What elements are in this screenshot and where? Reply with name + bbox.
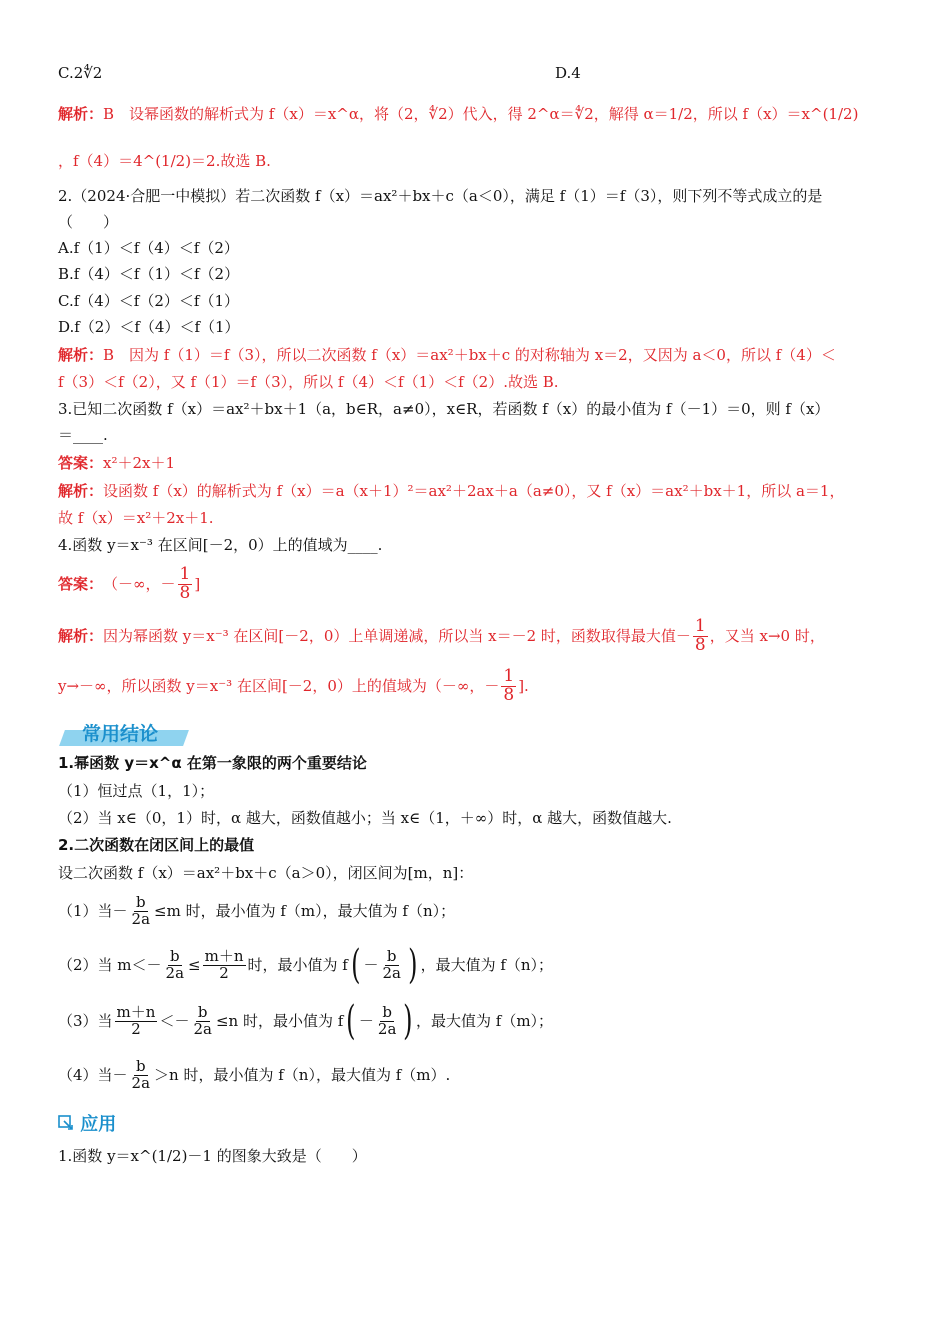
case-1-post: ≤m 时，最小值为 f（m），最大值为 f（n）； bbox=[154, 902, 456, 920]
q3-stem-line2: ＝____. bbox=[58, 426, 108, 444]
conclusions-tag-text: 常用结论 bbox=[82, 723, 159, 745]
q4-solution-line1a: 因为幂函数 y＝x⁻³ 在区间[－2，0）上单调递减，所以当 x＝－2 时，函数取得最大值－ bbox=[103, 627, 691, 645]
b-over-2a-fraction bbox=[130, 1056, 153, 1092]
fraction-numerator: 1 bbox=[179, 563, 191, 584]
q4-answer bbox=[58, 562, 890, 606]
q3-solution bbox=[58, 480, 890, 502]
q4-solution-cont bbox=[58, 664, 890, 708]
answer-label: 答案： bbox=[58, 454, 104, 472]
b-over-2a-fraction bbox=[376, 1002, 399, 1038]
answer-label: 答案： bbox=[58, 575, 104, 593]
q1-solution bbox=[58, 103, 890, 125]
q1-option-c: C.2∜2 bbox=[58, 64, 103, 82]
fraction-numerator: b bbox=[135, 1056, 146, 1075]
q4-answer-fraction bbox=[178, 563, 193, 603]
q2-option-d bbox=[58, 316, 890, 338]
conclusion-point-2-text: （2）当 x∈（0，1）时，α 越大，函数值越小；当 x∈（1，＋∞）时，α 越大，函数值越大. bbox=[58, 809, 672, 827]
q2-solution-line1: B 因为 f（1）＝f（3），所以二次函数 f（x）＝ax²＋bx＋c 的对称轴为 x＝2，又因为 a＜0，所以 f（4）＜ bbox=[103, 346, 836, 364]
conclusion-point-1 bbox=[58, 780, 890, 802]
fraction-denominator: 2a bbox=[382, 963, 401, 982]
fraction-denominator: 2 bbox=[131, 1019, 141, 1038]
q4-stem bbox=[58, 534, 890, 556]
case-4 bbox=[58, 1052, 890, 1098]
q3-solution-cont bbox=[58, 507, 890, 529]
q1-solution-text: B 设幂函数的解析式为 f（x）＝x^α，将（2，∜2）代入，得 2^α＝∜2，解得 α＝1/2，所以 f（x）＝x^(1/2) bbox=[103, 105, 859, 123]
m-plus-n-over-2-fraction bbox=[203, 946, 246, 982]
conclusion-heading-2 bbox=[58, 834, 890, 856]
q2-solution bbox=[58, 344, 890, 366]
conclusion-point-1-text: （1）恒过点（1，1）； bbox=[58, 782, 215, 800]
q3-stem-line1: 3.已知二次函数 f（x）＝ax²＋bx＋1（a，b∈R，a≠0），x∈R，若函数 f（x）的最小值为 f（－1）＝0，则 f（x） bbox=[58, 400, 830, 418]
q4-solution-fraction2 bbox=[501, 665, 516, 705]
q3-solution-line2: 故 f（x）＝x²＋2x＋1. bbox=[58, 509, 214, 527]
q2-option-a bbox=[58, 237, 890, 259]
fraction-denominator: 8 bbox=[503, 684, 515, 705]
q4-solution bbox=[58, 614, 890, 658]
fraction-denominator: 2 bbox=[219, 963, 229, 982]
q2-option-c-text: C.f（4）＜f（2）＜f（1） bbox=[58, 292, 239, 310]
conclusion-heading-1-text: 1.幂函数 y＝x^α 在第一象限的两个重要结论 bbox=[58, 754, 367, 772]
b-over-2a-fraction bbox=[130, 892, 153, 928]
q3-stem bbox=[58, 398, 890, 420]
q2-stem bbox=[58, 185, 890, 207]
case-2 bbox=[58, 940, 890, 990]
q4-stem-text: 4.函数 y＝x⁻³ 在区间[－2，0）上的值域为____. bbox=[58, 536, 383, 554]
case-3-min-text: ≤n 时，最小值为 f bbox=[215, 1012, 344, 1030]
q2-option-a-text: A.f（1）＜f（4）＜f（2） bbox=[58, 239, 239, 257]
conclusion-heading-2-text: 2.二次函数在闭区间上的最值 bbox=[58, 836, 255, 854]
application-icon bbox=[58, 1115, 74, 1131]
fraction-numerator: m＋n bbox=[116, 1002, 156, 1021]
b-over-2a-fraction bbox=[164, 946, 187, 982]
conclusion-intro-text: 设二次函数 f（x）＝ax²＋bx＋c（a＞0），闭区间为[m，n]： bbox=[58, 864, 474, 882]
solution-label: 解析： bbox=[58, 482, 104, 500]
q4-solution-line2a: y→－∞，所以函数 y＝x⁻³ 在区间[－2，0）上的值域为（－∞，－ bbox=[58, 677, 500, 695]
conclusion-intro bbox=[58, 862, 890, 884]
q4-solution-line1b: ，又当 x→0 时， bbox=[709, 627, 825, 645]
fraction-denominator: 2a bbox=[377, 1019, 397, 1038]
conclusion-heading-1 bbox=[58, 752, 890, 774]
left-paren: ( bbox=[350, 942, 361, 988]
q1-solution-cont bbox=[58, 150, 890, 172]
q2-option-d-text: D.f（2）＜f（4）＜f（1） bbox=[58, 318, 240, 336]
fraction-numerator: 1 bbox=[503, 665, 515, 686]
q4-solution-line2b: ]. bbox=[518, 677, 529, 695]
solution-label: 解析： bbox=[58, 346, 104, 364]
conclusion-point-2 bbox=[58, 807, 890, 829]
case-2-pre: （2）当 m＜－ bbox=[58, 956, 162, 974]
fraction-denominator: 2a bbox=[131, 909, 151, 928]
b-over-2a-fraction bbox=[191, 1002, 214, 1038]
case-4-post: ＞n 时，最小值为 f（n），最大值为 f（m）. bbox=[154, 1066, 451, 1084]
fraction-denominator: 2a bbox=[131, 1073, 151, 1092]
left-paren: ( bbox=[346, 998, 356, 1044]
case-4-pre: （4）当－ bbox=[58, 1066, 128, 1084]
q2-option-c bbox=[58, 290, 890, 312]
case-2-min-text: 时，最小值为 f bbox=[247, 956, 348, 974]
solution-label: 解析： bbox=[58, 627, 104, 645]
solution-label: 解析： bbox=[58, 105, 104, 123]
q1-option-d: D.4 bbox=[555, 64, 581, 82]
application-q1-text: 1.函数 y＝x^(1/2)－1 的图象大致是（ ） bbox=[58, 1147, 367, 1165]
fraction-numerator: b bbox=[169, 946, 180, 965]
case-2-mid: ≤ bbox=[188, 956, 201, 974]
q4-answer-pre: （－∞，－ bbox=[103, 575, 176, 593]
right-paren: ) bbox=[408, 942, 418, 988]
q2-option-b-text: B.f（4）＜f（1）＜f（2） bbox=[58, 265, 240, 283]
fraction-numerator: m＋n bbox=[204, 946, 244, 965]
fraction-numerator: b bbox=[382, 1002, 392, 1021]
application-q1 bbox=[58, 1145, 890, 1167]
q1-options bbox=[58, 62, 890, 84]
fraction-numerator: b bbox=[197, 1002, 208, 1021]
fraction-denominator: 8 bbox=[179, 582, 191, 603]
fraction-numerator: 1 bbox=[694, 615, 706, 636]
q4-solution-fraction1 bbox=[693, 615, 708, 655]
application-tag bbox=[58, 1110, 116, 1136]
conclusions-tag bbox=[58, 717, 190, 747]
q3-answer-text: x²＋2x＋1 bbox=[103, 454, 176, 472]
fraction-denominator: 2a bbox=[193, 1019, 212, 1038]
fraction-denominator: 2a bbox=[165, 963, 185, 982]
case-2-post: ，最大值为 f（n）； bbox=[420, 956, 554, 974]
q4-answer-post: ] bbox=[194, 575, 201, 593]
case-3 bbox=[58, 996, 890, 1046]
q2-solution-line2: f（3）＜f（2），又 f（1）＝f（3），所以 f（4）＜f（1）＜f（2）.故选 B. bbox=[58, 373, 559, 391]
q3-answer bbox=[58, 452, 890, 474]
fraction-numerator: b bbox=[135, 892, 146, 911]
minus-sign: － bbox=[363, 956, 379, 974]
fraction-numerator: b bbox=[386, 946, 397, 965]
case-3-post: ，最大值为 f（m）； bbox=[416, 1012, 554, 1030]
minus-sign: － bbox=[358, 1012, 374, 1030]
q2-blank-text: （ ） bbox=[58, 213, 119, 231]
q2-solution-cont bbox=[58, 371, 890, 393]
m-plus-n-over-2-fraction bbox=[115, 1002, 158, 1038]
right-paren: ) bbox=[403, 998, 413, 1044]
case-3-pre: （3）当 bbox=[58, 1012, 113, 1030]
q2-stem-text: 2.（2024·合肥一中模拟）若二次函数 f（x）＝ax²＋bx＋c（a＜0），满足 f（1）＝f（3），则下列不等式成立的是 bbox=[58, 187, 823, 205]
q2-option-b bbox=[58, 263, 890, 285]
q3-solution-line1: 设函数 f（x）的解析式为 f（x）＝a（x＋1）²＝ax²＋2ax＋a（a≠0），又 f（x）＝ax²＋bx＋1，所以 a＝1， bbox=[103, 482, 845, 500]
fraction-denominator: 8 bbox=[694, 634, 706, 655]
case-1 bbox=[58, 888, 890, 934]
q2-blank bbox=[58, 211, 890, 233]
q1-solution-text2: ，f（4）＝4^(1/2)＝2.故选 B. bbox=[58, 152, 271, 170]
case-1-pre: （1）当－ bbox=[58, 902, 128, 920]
case-3-mid: ＜－ bbox=[159, 1012, 190, 1030]
q3-stem-cont bbox=[58, 424, 890, 446]
application-tag-text: 应用 bbox=[80, 1114, 117, 1135]
b-over-2a-fraction bbox=[380, 946, 403, 982]
